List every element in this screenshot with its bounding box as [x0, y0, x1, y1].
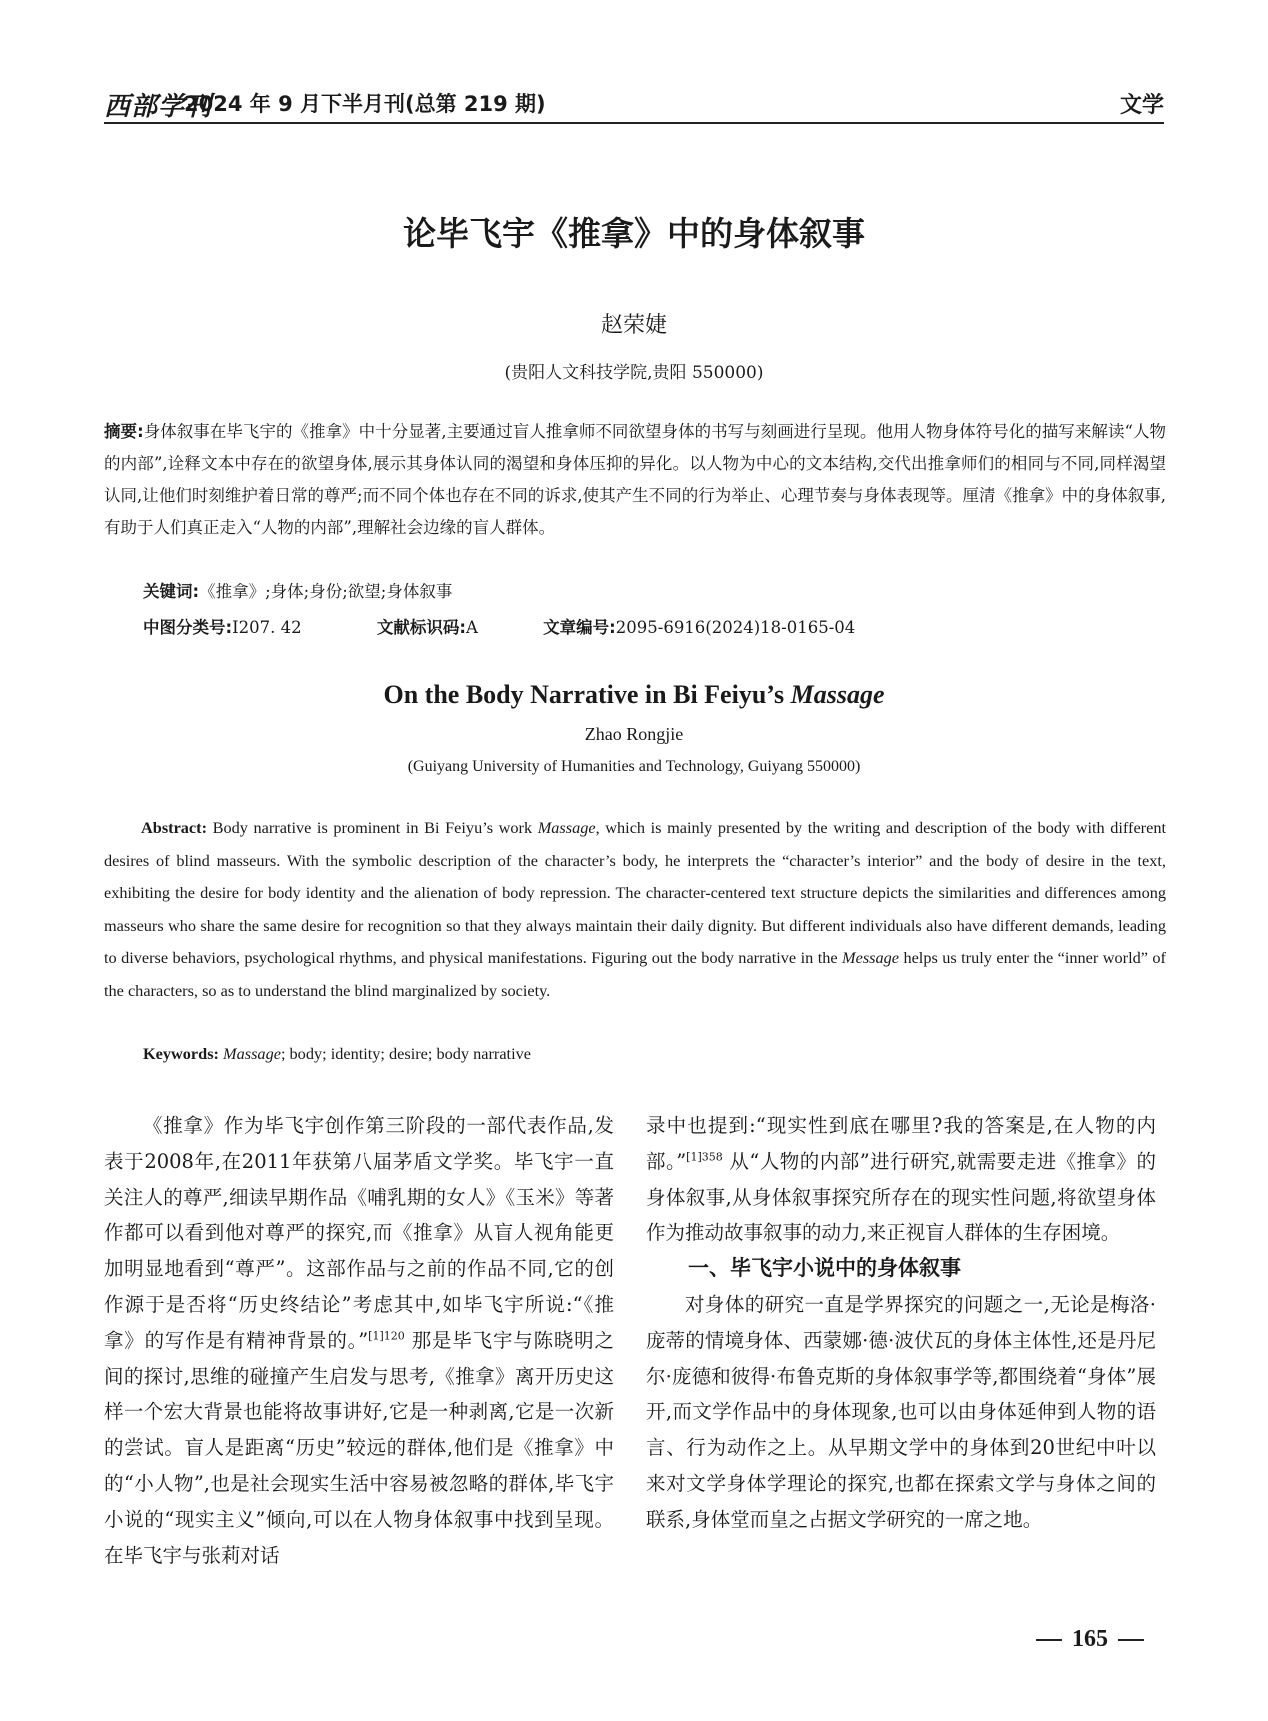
body-paragraph: 对身体的研究一直是学界探究的问题之一,无论是梅洛·庞蒂的情境身体、西蒙娜·德·波伏瓦的身体主体性,还是丹尼尔·庞德和彼得·布鲁克斯的身体叙事学等,都围绕着“身体”展开,而文学作品中的身体现象,也可以由身体延伸到人物的语言、行为动作之上。从早期文学中的身体到20世纪中叶以来对文学身体学理论的探究,也都在探索文学与身体之间的联系,身体堂而皇之占据文学研究的一席之地。 [646, 1292, 1156, 1531]
doc-value: A [465, 618, 478, 637]
keywords-en-text: ; body; identity; desire; body narrative [280, 1044, 531, 1063]
article-no-label: 文章编号: [543, 618, 616, 637]
body-text: 那是毕飞宇与陈晓明之间的探讨,思维的碰撞产生启发与思考,《推拿》离开历史这样一个宏大背景也能将故事讲好,它是一种剥离,它是一次新的尝试。盲人是距离“历史”较远的群体,他们是《推拿》中的“小人物”,也是社会现实生活中容易被忽略的群体,毕飞宇小说的“现实主义”倾向,可以在人物身体叙事中找到呈现。在毕飞宇与张莉对话 [104, 1328, 614, 1567]
abstract-en-italic-1: Massage [537, 818, 596, 837]
classification-row [143, 614, 1143, 638]
dash-right [1118, 1639, 1144, 1641]
affiliation-en: (Guiyang University of Humanities and Technology, Guiyang 550000) [407, 758, 861, 775]
keywords-en-italic: Massage [223, 1044, 281, 1063]
keywords-en-label: Keywords: [143, 1044, 219, 1063]
abstract-en-text-3: helps us truly enter the “inner world” of the characters, so as to understand the blind marginalized by society. [104, 948, 1166, 1000]
body-text: 录中也提到:“现实性到底在哪里?我的答案是,在人物的内部。” [646, 1114, 1156, 1173]
author-en: Zhao Rongjie [584, 724, 684, 744]
page-number [1026, 1626, 1154, 1653]
section-label: 文学 [1119, 93, 1164, 118]
journal-logo: 西部学刊 [104, 92, 213, 122]
class-label: 中图分类号: [143, 618, 233, 637]
title-en-italic: Massage [790, 680, 885, 709]
page-number-text: 165 [1072, 1626, 1108, 1652]
running-header [104, 86, 1164, 124]
abstract-en-text-2: , which is mainly presented by the writing and description of the body with different desires of blind masseurs. With the symbolic description of the character’s body, he interprets the “character’s interior” and the body of desire in the text, exhibiting the desire for body identity and the alienation of body repression. The character-centered text structure depicts the similarities and differences among masseurs who share the same desire for recognition so that they always maintain their daily dignity. But different individuals also have different demands, leading to diverse behaviors, psychological rhythms, and physical manifestations. Figuring out the body narrative in the [104, 818, 1166, 967]
abstract-en-label: Abstract: [141, 818, 208, 837]
body-text: 从“人物的内部”进行研究,就需要走进《推拿》的身体叙事,从身体叙事探究所存在的现实性问题,将欲望身体作为推动故事叙事的动力,来正视盲人群体的生存困境。 [646, 1149, 1156, 1245]
author-cn: 赵荣婕 [600, 313, 667, 338]
section-heading: 一、毕飞宇小说中的身体叙事 [688, 1256, 961, 1281]
keywords-cn-text: 《推拿》;身体;身份;欲望;身体叙事 [199, 582, 453, 601]
article-title-en [0, 680, 1268, 710]
body-paragraph [646, 1108, 1156, 1251]
title-en-text: On the Body Narrative in Bi Feiyu’s [383, 680, 791, 709]
dash-left [1036, 1639, 1062, 1641]
body-text: 《推拿》作为毕飞宇创作第三阶段的一部代表作品,发表于2008年,在2011年获第八届茅盾文学奖。毕飞宇一直关注人的尊严,细读早期作品《哺乳期的女人》《玉米》等著作都可以看到他对尊严的探究,而《推拿》从盲人视角能更加明显地看到“尊严”。这部作品与之前的作品不同,它的创作源于是否将“历史终结论”考虑其中,如毕飞宇所说:“《推拿》的写作是有精神背景的。” [104, 1114, 614, 1352]
citation: [1]120 [368, 1329, 405, 1343]
issue-info: 2024 年 9 月下半月刊(总第 219 期) [184, 92, 546, 116]
article-no-value: 2095-6916(2024)18-0165-04 [615, 618, 856, 637]
keywords-en [143, 1044, 531, 1064]
abstract-cn [104, 416, 1166, 544]
keywords-cn [143, 578, 452, 602]
affiliation-cn: (贵阳人文科技学院,贵阳 550000) [504, 363, 764, 383]
citation: [1]358 [686, 1150, 723, 1164]
abstract-cn-label: 摘要: [104, 422, 144, 441]
body-column-left [104, 1108, 614, 1573]
abstract-en-text-1: Body narrative is prominent in Bi Feiyu’s work [207, 818, 538, 837]
class-value: I207. 42 [232, 618, 302, 637]
keywords-cn-label: 关键词: [143, 582, 200, 601]
abstract-en-italic-2: Message [842, 948, 899, 967]
abstract-en [104, 812, 1166, 1007]
body-column-right [646, 1108, 1156, 1538]
body-paragraph [104, 1108, 614, 1573]
abstract-cn-text: 身体叙事在毕飞宇的《推拿》中十分显著,主要通过盲人推拿师不同欲望身体的书写与刻画进行呈现。他用人物身体符号化的描写来解读“人物的内部”,诠释文本中存在的欲望身体,展示其身体认同的渴望和身体压抑的异化。以人物为中心的文本结构,交代出推拿师们的相同与不同,同样渴望认同,让他们时刻维护着日常的尊严;而不同个体也存在不同的诉求,使其产生不同的行为举止、心理节奏与身体表现等。厘清《推拿》中的身体叙事,有助于人们真正走入“人物的内部”,理解社会边缘的盲人群体。 [104, 422, 1166, 537]
doc-label: 文献标识码: [376, 618, 466, 637]
article-title-cn: 论毕飞宇《推拿》中的身体叙事 [403, 214, 865, 253]
